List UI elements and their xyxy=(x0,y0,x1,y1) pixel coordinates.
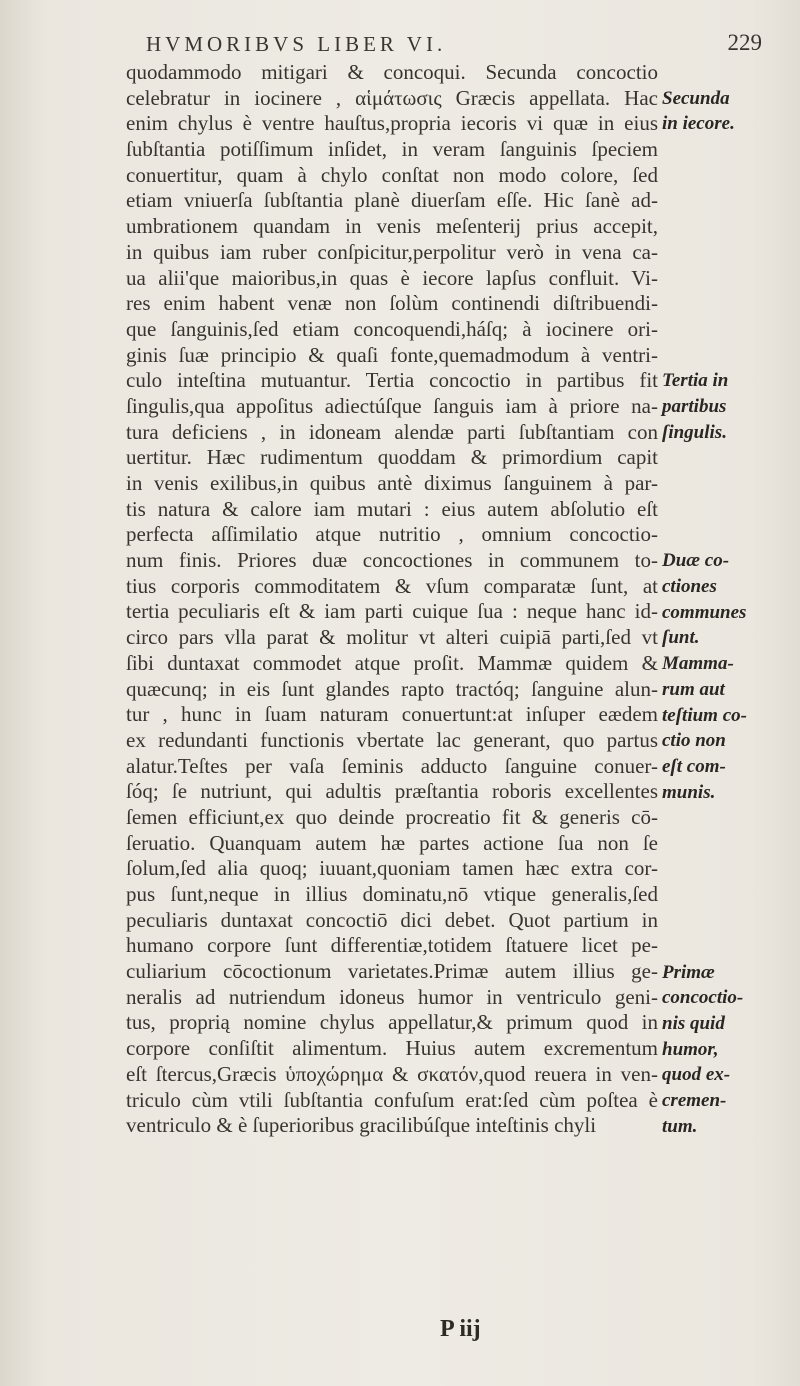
text-line: ſeruatio. Quanquam autem hæ partes actione ſua non ſe xyxy=(126,830,658,855)
margin-note: tum. xyxy=(662,1115,698,1137)
margin-note: communes xyxy=(662,601,747,623)
text-line: triculo cùm vtili ſubſtantia confuſum erat:ſed cùm poſtea è xyxy=(126,1087,658,1112)
text-line: ſolum,ſed alia quoq; iuuant,quoniam tamen hæc extra cor- xyxy=(126,856,658,881)
page-header xyxy=(146,28,766,60)
text-line: quæcunq; in eis ſunt glandes rapto tractóq; ſanguine alun- xyxy=(126,676,658,701)
text-line: ſubſtantia potiſſimum inſidet, in veram ſanguinis ſpeciem xyxy=(126,137,658,162)
text-line: neralis ad nutriendum idoneus humor in ventriculo geni- xyxy=(126,984,658,1009)
text-line: perfecta aſſimilatio atque nutritio , omnium concoctio- xyxy=(126,522,658,547)
margin-note: quod ex- xyxy=(662,1064,731,1086)
margin-note: ſunt. xyxy=(662,627,700,649)
margin-note: Tertia in xyxy=(662,370,729,392)
text-line: peculiaris duntaxat concoctiō dici debet. Quot partium in xyxy=(126,907,658,932)
margin-note: Primæ xyxy=(662,961,715,983)
running-head: HVMORIBVS LIBER VI. xyxy=(146,32,447,56)
text-line: ex redundanti functionis vbertate lac generant, quo partus xyxy=(126,727,658,752)
text-line: alatur.Teſtes per vaſa ſeminis adducto ſanguine conuer- xyxy=(126,753,658,778)
margin-note: cremen- xyxy=(662,1090,727,1111)
text-line: tertia peculiaris eſt & iam parti cuique ſua : neque hanc id- xyxy=(126,599,658,624)
text-line: ginis ſuæ principio & quaſi fonte,quemadmodum à ventri- xyxy=(126,342,658,367)
text-line: umbrationem quandam in venis meſenterij prius accepit, xyxy=(126,214,658,239)
text-line: humano corpore ſunt differentiæ,totidem ſtatuere licet pe- xyxy=(126,933,658,958)
text-line: ſemen efficiunt,ex quo deinde procreatio fit & generis cō- xyxy=(126,804,658,829)
margin-note: ſingulis. xyxy=(662,421,727,443)
text-line: in quibus iam ruber conſpicitur,perpolitur verò in vena ca- xyxy=(126,239,658,264)
page-number: 229 xyxy=(727,30,762,55)
margin-note: eſt com- xyxy=(662,755,726,777)
text-line: que ſanguinis,ſed etiam concoquendi,háſq; à iocinere ori- xyxy=(126,316,658,341)
margin-note: ctio non xyxy=(662,730,726,752)
text-line: tis natura & calore iam mutari : eius autem abſolutio eſt xyxy=(126,496,658,521)
text-line: ſibi duntaxat commodet atque proſit. Mammæ quidem & xyxy=(126,650,658,675)
margin-note: teſtium co- xyxy=(662,704,747,726)
margin-note: Duæ co- xyxy=(662,550,730,572)
margin-note: munis. xyxy=(662,781,716,803)
margin-note: partibus xyxy=(662,396,727,418)
text-line: quodammodo mitigari & concoqui. Secunda concoctio xyxy=(126,60,658,84)
margin-note: Secunda xyxy=(662,87,730,109)
text-line: conuertitur, quam à chylo conſtat non modo colore, ſed xyxy=(126,162,658,187)
text-line: corpore conſiſtit alimentum. Huius autem excrementum xyxy=(126,1036,658,1061)
text-line: uertitur. Hæc rudimentum quoddam & primordium capit xyxy=(126,445,658,470)
text-line: etiam vniuerſa ſubſtantia planè diuerſam eſſe. Hic ſanè ad- xyxy=(126,188,658,213)
text-line: tius corporis commoditatem & vſum comparatæ ſunt, at xyxy=(126,573,658,598)
text-line: tura deficiens , in idoneam alendæ parti ſubſtantiam con xyxy=(126,419,658,444)
text-line: tus, proprią nomine chylus appellatur,& primum quod in xyxy=(126,1010,658,1035)
margin-note: rum aut xyxy=(662,678,725,700)
text-line: enim chylus è ventre hauſtus,propria iecoris vi quæ in eius xyxy=(126,111,658,136)
margin-note: in iecore. xyxy=(662,113,735,135)
text-line: ua alii'que maioribus,in quas è iecore lapſus confluit. Vi- xyxy=(126,265,658,290)
text-line: res enim habent venæ non ſolùm continendi diſtribuendi- xyxy=(126,291,658,316)
body-text xyxy=(126,60,658,1139)
text-line: circo pars vlla parat & molitur vt alteri cuipiā parti,ſed vt xyxy=(126,625,658,650)
text-line: celebratur in iocinere , αἱμάτωσις Græcis appellata. Hac xyxy=(126,85,658,110)
signature-mark: P iij xyxy=(440,1316,481,1342)
text-line: pus ſunt,neque in illius dominatu,nō vtique generalis,ſed xyxy=(126,882,658,906)
text-line: num finis. Priores duæ concoctiones in communem to- xyxy=(126,548,658,573)
text-line: in venis exilibus,in quibus antè diximus ſanguinem à par- xyxy=(126,471,658,495)
text-line: tur , hunc in ſuam naturam conuertunt:at inſuper eædem xyxy=(126,702,658,727)
margin-note: nis quid xyxy=(662,1012,725,1034)
margin-note: concoctio- xyxy=(662,987,744,1009)
text-line: ventriculo & è ſuperioribus gracilibúſque inteſtinis chyli xyxy=(126,1113,597,1138)
text-line: culiarium cōcoctionum varietates.Primæ autem illius ge- xyxy=(126,959,658,984)
text-line: culo inteſtina mutuantur. Tertia concoctio in partibus fit xyxy=(126,368,658,393)
margin-note: Mamma- xyxy=(662,653,734,675)
text-line: ſóq; ſe nutriunt, qui adultis præſtantia roboris excellentes xyxy=(126,779,658,804)
margin-note: humor, xyxy=(662,1038,719,1060)
text-line: eſt ſtercus,Græcis ὑποχώρημα & σκατόν,quod reuera in ven- xyxy=(126,1061,658,1086)
text-line: ſingulis,qua appoſitus adiectúſque ſanguis iam à priore na- xyxy=(126,393,658,418)
margin-note: ctiones xyxy=(662,576,717,597)
